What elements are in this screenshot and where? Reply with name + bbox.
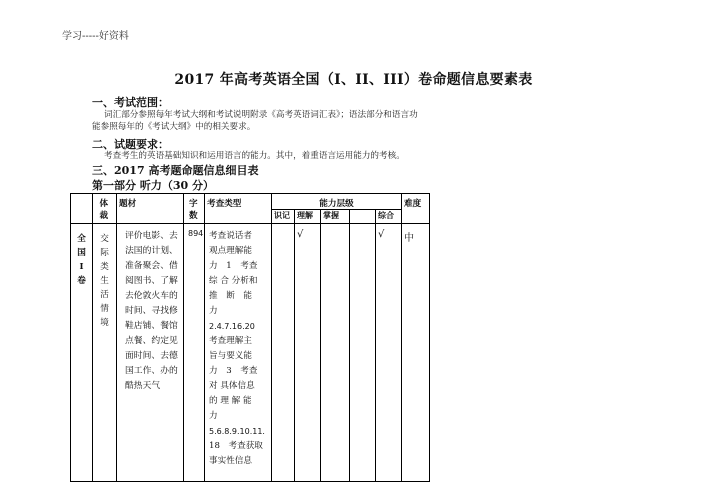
exam-info-table (70, 193, 430, 482)
recall-cell (271, 224, 294, 482)
recall-header: 识记 (271, 210, 294, 224)
count-header: 字数 (184, 194, 205, 224)
genre-cell: 交际类生活情境 (93, 224, 117, 482)
exam-type-cell: 考查说话者 观点理解能 力 1 考查 综 合 分析和 推 断 能 力 2.4.7.16.20 考查理解主 旨与要义能 力 3 考查 对 具体信息 的 理 解 能 力 5.6.8.9.10.11. 18 考查获取 事实性信息 (205, 224, 272, 482)
synthesis-check: √ (375, 224, 401, 482)
document-title: 2017 年高考英语全国（I、II、III）卷命题信息要素表 (174, 72, 533, 88)
part-1-heading: 第一部分 听力（30 分） (92, 179, 214, 192)
ability-header: 能力层级 (271, 194, 401, 210)
section-1-line-1: 词汇部分参照每年考试大纲和考试说明附录《高考英语词汇表》；语法部分和语言功 (104, 110, 418, 120)
empty-cell (349, 224, 375, 482)
word-count-cell: 894 (184, 224, 205, 482)
difficulty-header: 难度 (401, 194, 429, 224)
material-cell: 评价电影、去法国的计划、准备聚会、借阅图书、了解去伦敦火车的时间、寻找修鞋店铺、餐馆点餐、约定见面时间、去德国工作、办的酷热天气 (117, 224, 184, 482)
master-header: 掌握 (320, 210, 349, 224)
understand-header: 理解 (294, 210, 320, 224)
understand-check: √ (294, 224, 320, 482)
section-2-heading: 二、试题要求： (92, 138, 169, 151)
genre-header: 体裁 (93, 194, 117, 224)
table-row (71, 224, 430, 482)
material-header: 题材 (117, 194, 184, 224)
section-1-line-2: 能参照每年的《考试大纲》中的相关要求。 (92, 122, 256, 132)
paper-header-cell (71, 194, 93, 224)
empty-subheader (349, 210, 375, 224)
exam-type-header: 考查类型 (205, 194, 272, 224)
watermark-text: 学习-----好资料 (62, 31, 129, 42)
section-3-heading: 三、2017 高考题命题信息细目表 (92, 164, 259, 177)
section-1-heading: 一、考试范围： (92, 96, 169, 109)
section-2-line-1: 考查考生的英语基础知识和运用语言的能力。其中，着重语言运用能力的考核。 (104, 151, 405, 161)
master-cell (320, 224, 349, 482)
paper-cell: 全国I卷 (71, 224, 93, 482)
synthesis-header: 综合 (375, 210, 401, 224)
difficulty-cell: 中 (401, 224, 429, 482)
